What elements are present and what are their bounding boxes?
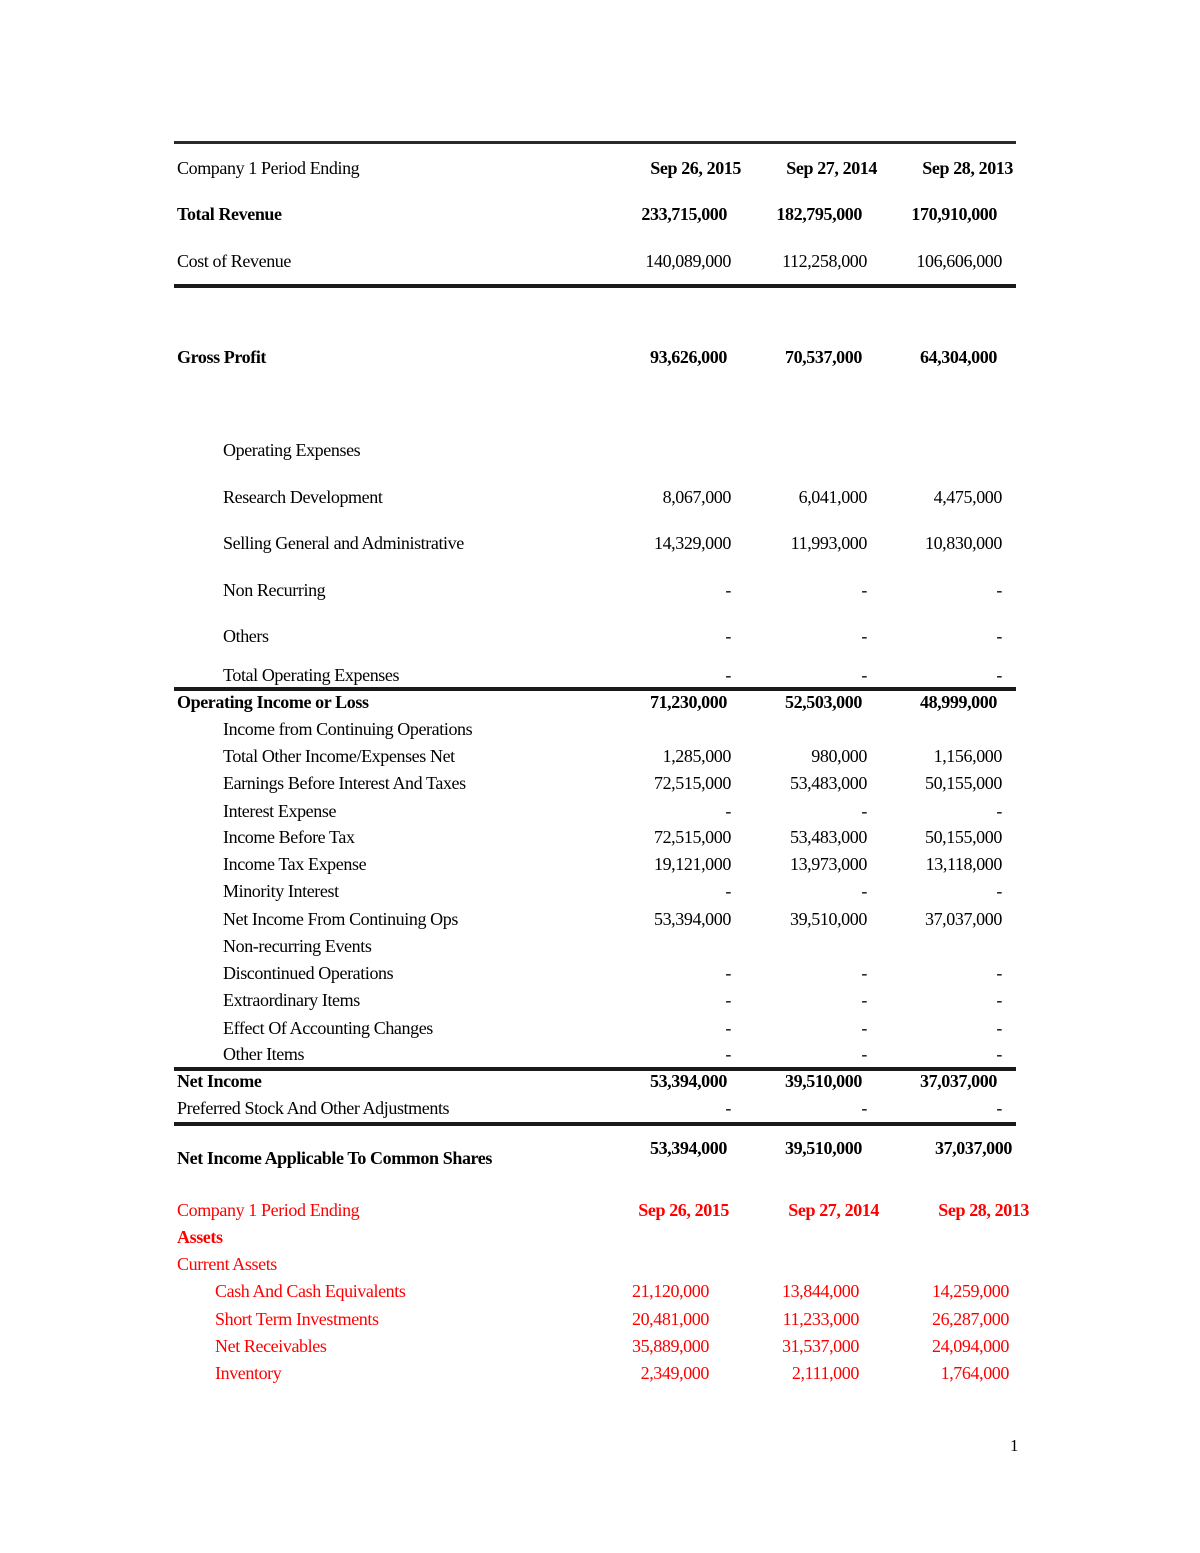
period-header-2013: Sep 28, 2013 — [938, 1200, 1029, 1220]
row-label: Total Operating Expenses — [223, 665, 400, 685]
value-2013: - — [996, 626, 1002, 646]
value-2015: - — [725, 881, 731, 901]
table-row-total-operating-expenses — [174, 662, 1016, 688]
row-label: Non Recurring — [223, 580, 326, 600]
row-label: Selling General and Administrative — [223, 533, 464, 553]
value-2015: 233,715,000 — [641, 204, 727, 224]
value-2014: - — [861, 801, 867, 821]
value-2014: 52,503,000 — [784, 692, 862, 712]
value-2015: 53,394,000 — [653, 909, 731, 929]
row-label: Research Development — [223, 487, 383, 507]
row-label: Income from Continuing Operations — [223, 719, 473, 739]
row-label: Total Revenue — [177, 204, 282, 224]
value-2015: 72,515,000 — [653, 827, 731, 847]
period-header-2014: Sep 27, 2014 — [788, 1200, 879, 1220]
row-label: Others — [223, 626, 269, 646]
table-row-accounting-changes — [174, 1015, 1016, 1041]
value-2015: - — [725, 626, 731, 646]
value-2014: 11,993,000 — [790, 533, 867, 553]
period-header-2015: Sep 26, 2015 — [638, 1200, 729, 1220]
income-header-row — [174, 155, 1016, 181]
row-label: Gross Profit — [177, 347, 267, 367]
value-2014: 53,483,000 — [789, 827, 867, 847]
table-row-income-before-tax — [174, 824, 1016, 850]
value-2013: - — [996, 881, 1002, 901]
table-row-gross-profit — [174, 344, 1016, 370]
value-2013: 37,037,000 — [934, 1138, 1012, 1158]
value-2014: - — [861, 990, 867, 1010]
value-2014: 13,973,000 — [789, 854, 867, 874]
value-2015: - — [725, 801, 731, 821]
row-label: Cost of Revenue — [177, 251, 291, 271]
section-rule — [174, 284, 1016, 288]
value-2015: 53,394,000 — [649, 1071, 727, 1091]
section-rule — [174, 1122, 1016, 1126]
value-2015: 53,394,000 — [649, 1138, 727, 1158]
row-label: Net Income Applicable To Common Shares — [177, 1148, 492, 1168]
value-2015: 2,349,000 — [640, 1363, 709, 1383]
value-2014: - — [861, 665, 867, 685]
value-2014: - — [861, 1044, 867, 1064]
value-2015: 140,089,000 — [645, 251, 731, 271]
assets-section-heading — [174, 1224, 1016, 1250]
value-2014: 70,537,000 — [784, 347, 862, 367]
table-row-minority-interest — [174, 878, 1016, 904]
row-label: Short Term Investments — [215, 1309, 379, 1329]
table-row-inventory — [174, 1360, 1016, 1386]
table-row-sga — [174, 530, 1016, 556]
row-label: Extraordinary Items — [223, 990, 360, 1010]
table-row-net-receivables — [174, 1333, 1016, 1359]
value-2015: - — [725, 1098, 731, 1118]
value-2013: 10,830,000 — [924, 533, 1002, 553]
row-label: Income Before Tax — [223, 827, 355, 847]
table-row-others — [174, 623, 1016, 649]
value-2014: - — [861, 963, 867, 983]
value-2013: 26,287,000 — [931, 1309, 1009, 1329]
value-2014: 6,041,000 — [798, 487, 867, 507]
row-label: Minority Interest — [223, 881, 339, 901]
row-label: Net Receivables — [215, 1336, 327, 1356]
row-label: Inventory — [215, 1363, 282, 1383]
value-2013: - — [996, 580, 1002, 600]
table-row-non-recurring — [174, 577, 1016, 603]
value-2013: - — [996, 801, 1002, 821]
table-row-net-income — [174, 1068, 1016, 1094]
value-2015: 19,121,000 — [653, 854, 731, 874]
value-2015: 1,285,000 — [662, 746, 731, 766]
value-2015: - — [725, 665, 731, 685]
value-2014: 39,510,000 — [784, 1071, 862, 1091]
value-2014: 980,000 — [811, 746, 867, 766]
row-label: Preferred Stock And Other Adjustments — [177, 1098, 450, 1118]
row-label: Operating Expenses — [223, 440, 361, 460]
value-2015: - — [725, 963, 731, 983]
value-2013: - — [996, 1098, 1002, 1118]
row-label: Effect Of Accounting Changes — [223, 1018, 433, 1038]
table-row-cash — [174, 1278, 1016, 1304]
table-row-cost-of-revenue — [174, 248, 1016, 274]
value-2013: 50,155,000 — [924, 773, 1002, 793]
table-row-other-items — [174, 1041, 1016, 1067]
value-2013: 106,606,000 — [916, 251, 1002, 271]
row-label: Interest Expense — [223, 801, 337, 821]
value-2015: 71,230,000 — [649, 692, 727, 712]
period-ending-label: Company 1 Period Ending — [177, 1200, 360, 1220]
table-row-discontinued-operations — [174, 960, 1016, 986]
row-label: Non-recurring Events — [223, 936, 372, 956]
table-row-short-term-investments — [174, 1306, 1016, 1332]
value-2013: - — [996, 1018, 1002, 1038]
row-label: Net Income From Continuing Ops — [223, 909, 458, 929]
row-label: Other Items — [223, 1044, 305, 1064]
value-2014: 39,510,000 — [784, 1138, 862, 1158]
table-row-operating-expenses — [174, 437, 1016, 463]
value-2013: 13,118,000 — [925, 854, 1002, 874]
value-2015: 14,329,000 — [653, 533, 731, 553]
row-label: Earnings Before Interest And Taxes — [223, 773, 466, 793]
value-2013: 14,259,000 — [931, 1281, 1009, 1301]
period-ending-label: Company 1 Period Ending — [177, 158, 360, 178]
value-2013: 1,156,000 — [933, 746, 1002, 766]
period-header-2015: Sep 26, 2015 — [650, 158, 741, 178]
value-2013: - — [996, 963, 1002, 983]
table-row-extraordinary-items — [174, 987, 1016, 1013]
value-2014: 11,233,000 — [782, 1309, 859, 1329]
value-2013: 170,910,000 — [911, 204, 997, 224]
net-income-common-values — [174, 1135, 1016, 1161]
table-row-income-tax-expense — [174, 851, 1016, 877]
value-2014: 39,510,000 — [789, 909, 867, 929]
value-2013: 24,094,000 — [931, 1336, 1009, 1356]
row-label: Net Income — [177, 1071, 262, 1091]
value-2015: 93,626,000 — [649, 347, 727, 367]
value-2015: - — [725, 1018, 731, 1038]
value-2013: - — [996, 990, 1002, 1010]
value-2013: 4,475,000 — [933, 487, 1002, 507]
value-2015: 35,889,000 — [631, 1336, 709, 1356]
balance-header-row — [174, 1197, 1029, 1223]
table-row-non-recurring-events — [174, 933, 1016, 959]
row-label: Income Tax Expense — [223, 854, 367, 874]
table-row-ebit — [174, 770, 1016, 796]
table-row-net-income-continuing-ops — [174, 906, 1016, 932]
subsection-label: Current Assets — [177, 1254, 277, 1274]
value-2014: 2,111,000 — [791, 1363, 859, 1383]
value-2013: 64,304,000 — [919, 347, 997, 367]
value-2014: 13,844,000 — [781, 1281, 859, 1301]
value-2014: 182,795,000 — [776, 204, 862, 224]
value-2014: - — [861, 1018, 867, 1038]
value-2013: 37,037,000 — [919, 1071, 997, 1091]
table-row-research-development — [174, 484, 1016, 510]
table-row-total-revenue — [174, 201, 1016, 227]
value-2013: 1,764,000 — [940, 1363, 1009, 1383]
page-number: 1 — [1010, 1436, 1019, 1455]
value-2015: - — [725, 580, 731, 600]
value-2014: 112,258,000 — [782, 251, 867, 271]
value-2014: - — [861, 881, 867, 901]
value-2015: - — [725, 990, 731, 1010]
value-2015: 20,481,000 — [631, 1309, 709, 1329]
row-label: Total Other Income/Expenses Net — [223, 746, 455, 766]
value-2015: 8,067,000 — [662, 487, 731, 507]
value-2014: 31,537,000 — [781, 1336, 859, 1356]
table-top-rule — [174, 141, 1016, 144]
current-assets-heading — [174, 1251, 1016, 1277]
table-row-total-other-income — [174, 743, 1016, 769]
row-label: Discontinued Operations — [223, 963, 394, 983]
table-row-operating-income — [174, 689, 1016, 715]
value-2013: 48,999,000 — [919, 692, 997, 712]
value-2013: - — [996, 1044, 1002, 1064]
section-label: Assets — [177, 1227, 223, 1247]
value-2014: - — [861, 626, 867, 646]
table-row-interest-expense — [174, 798, 1016, 824]
value-2015: - — [725, 1044, 731, 1064]
value-2013: - — [996, 665, 1002, 685]
value-2013: 50,155,000 — [924, 827, 1002, 847]
value-2015: 21,120,000 — [631, 1281, 709, 1301]
period-header-2013: Sep 28, 2013 — [922, 158, 1013, 178]
value-2014: - — [861, 1098, 867, 1118]
value-2013: 37,037,000 — [924, 909, 1002, 929]
table-row-income-continuing-ops — [174, 716, 1016, 742]
value-2015: 72,515,000 — [653, 773, 731, 793]
value-2014: - — [861, 580, 867, 600]
table-row-preferred-stock — [174, 1095, 1016, 1121]
period-header-2014: Sep 27, 2014 — [786, 158, 877, 178]
row-label: Operating Income or Loss — [177, 692, 369, 712]
row-label: Cash And Cash Equivalents — [215, 1281, 406, 1301]
value-2014: 53,483,000 — [789, 773, 867, 793]
